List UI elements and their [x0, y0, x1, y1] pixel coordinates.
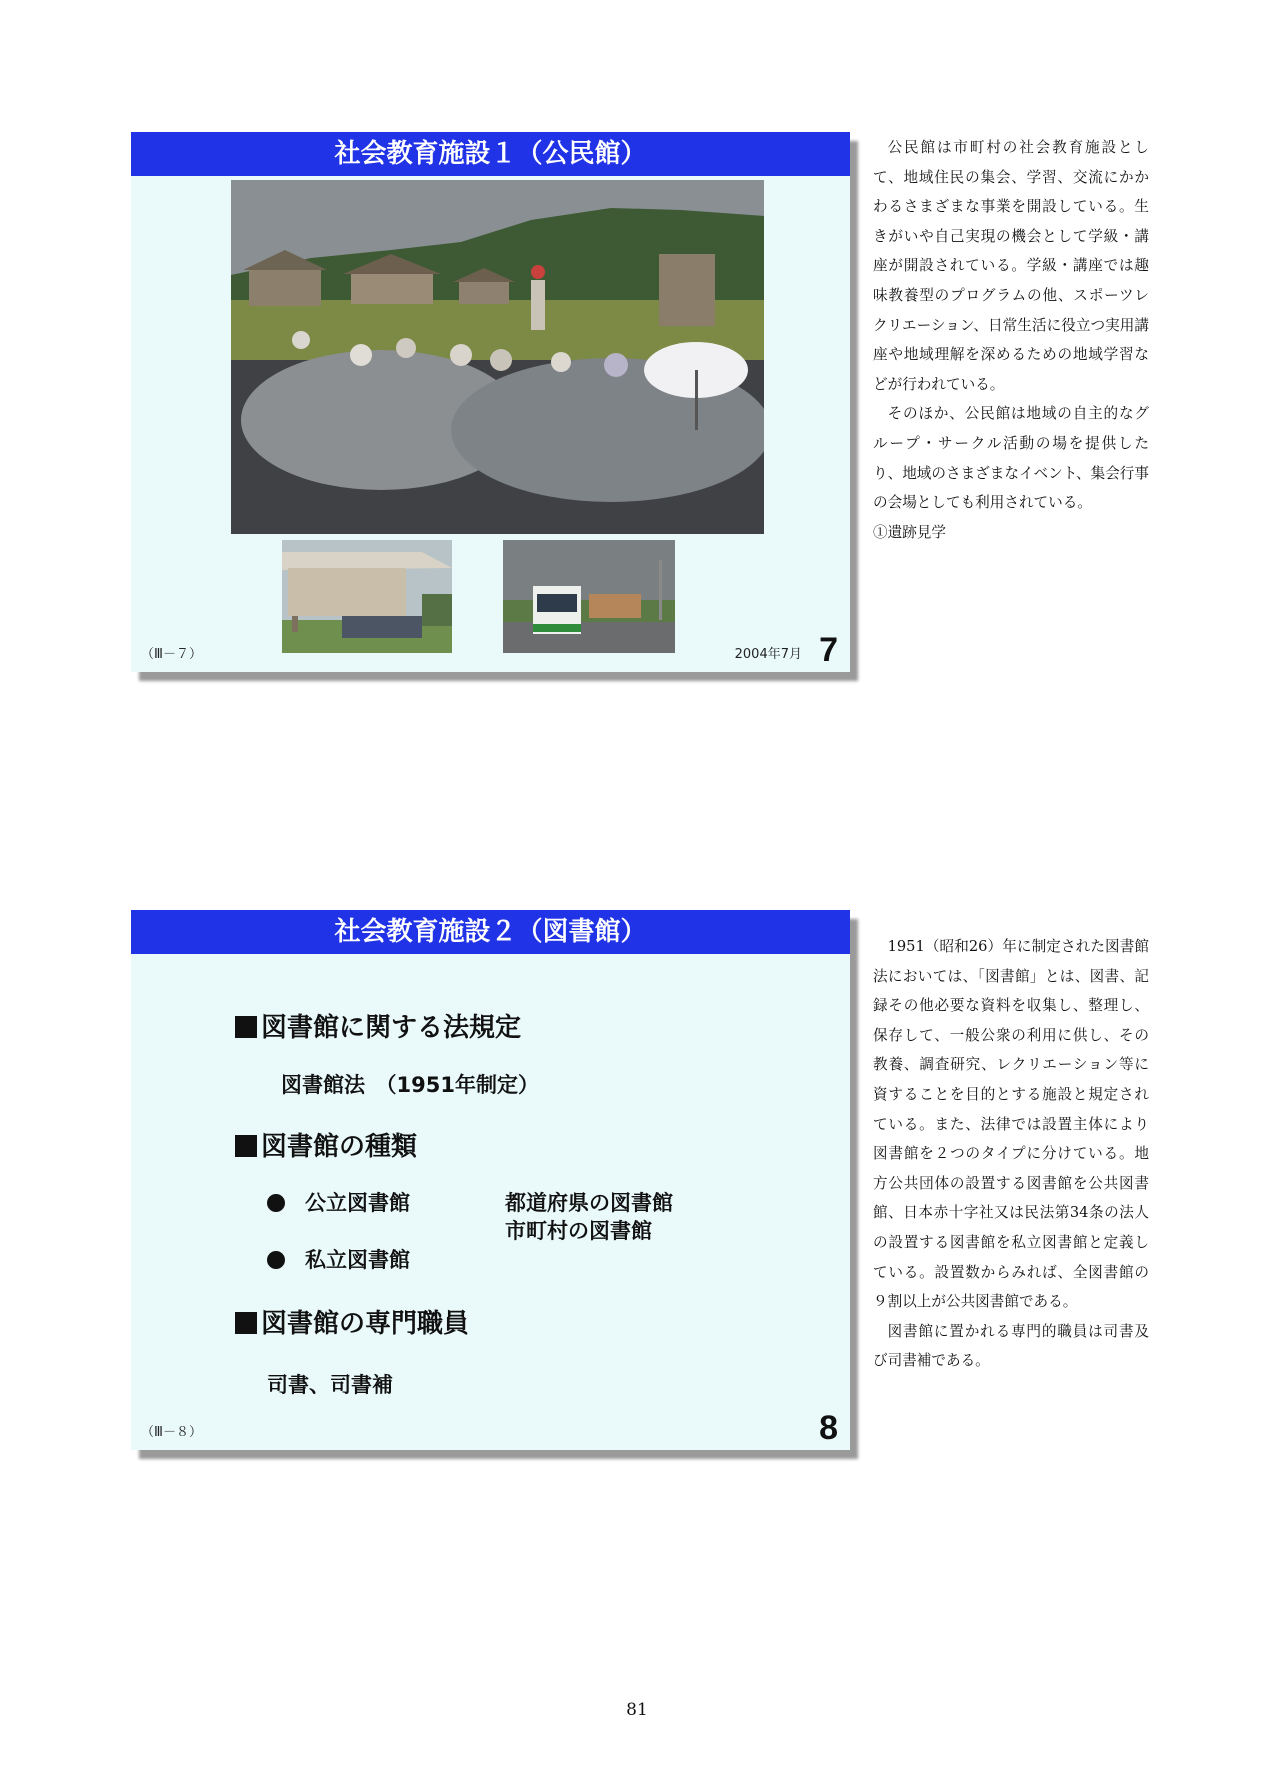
page-number: 81 — [626, 1700, 648, 1720]
type-label: 公立図書館 — [305, 1191, 410, 1215]
slide1-description — [873, 133, 1149, 547]
photo-caption: ①遺跡見学 — [873, 523, 946, 541]
description-paragraph: そのほか、公民館は地域の自主的なグループ・サークル活動の場を提供したり、地域のさまざまなイベント、集会行事の会場としても利用されている。 — [873, 405, 1149, 512]
slide-date: 2004年7月 — [734, 647, 802, 662]
type-private — [267, 1244, 410, 1274]
photo-site-tour-group — [231, 180, 764, 534]
heading-text: 図書館の種類 — [261, 1132, 418, 1162]
slide-library — [131, 910, 850, 1450]
type-label: 私立図書館 — [305, 1248, 410, 1272]
type-public — [267, 1187, 410, 1217]
heading-text: 図書館に関する法規定 — [261, 1013, 522, 1043]
photo-raised-storehouse — [282, 540, 452, 653]
heading-library-types — [235, 1126, 417, 1163]
heading-library-law — [235, 1007, 521, 1044]
description-paragraph: 公民館は市町村の社会教育施設として、地域住民の集会、学習、交流にかかわるさまざまな事業を開設している。生きがいや自己実現の機会として学級・講座が開設されている。学級・講座では趣味教養型のプログラムの他、スポーツレクリエーション、日常生活に役立つ実用講座や地域理解を深めるための地域学習などが行われている。 — [873, 139, 1149, 393]
staff-item: 司書、司書補 — [267, 1373, 393, 1397]
public-detail-municipal: 市町村の図書館 — [505, 1219, 652, 1243]
slide2-description — [873, 932, 1149, 1376]
photo-tour-bus — [503, 540, 675, 653]
square-bullet-icon — [235, 1312, 257, 1334]
slide-number: 7 — [819, 631, 838, 669]
slide-code: （Ⅲ－７） — [141, 647, 202, 662]
public-detail-prefectural: 都道府県の図書館 — [505, 1191, 673, 1215]
description-paragraph: 1951（昭和26）年に制定された図書館法においては、「図書館」とは、図書、記録その他必要な資料を収集し、整理し、保存して、一般公衆の利用に供し、その教養、調査研究、レクリエーション等に資することを目的とする施設と規定されている。また、法律では設置主体により図書館を２つのタイプに分けている。地方公共団体の設置する図書館を公共図書館、日本赤十字社又は民法第34条の法人の設置する図書館を私立図書館と定義している。設置数からみれば、全図書館の９割以上が公共図書館である。 — [873, 938, 1149, 1311]
slide-number: 8 — [819, 1409, 838, 1447]
bullet-icon — [267, 1194, 285, 1212]
description-paragraph: 図書館に置かれる専門的職員は司書及び司書補である。 — [873, 1322, 1149, 1370]
bullet-icon — [267, 1251, 285, 1269]
heading-text: 図書館の専門職員 — [261, 1309, 470, 1339]
heading-library-staff — [235, 1303, 469, 1340]
slide-title: 社会教育施設２（図書館） — [131, 910, 850, 954]
slide-code: （Ⅲ－８） — [141, 1425, 202, 1440]
slide-kominkan — [131, 132, 850, 672]
library-law-item: 図書館法 （1951年制定） — [281, 1073, 539, 1097]
square-bullet-icon — [235, 1135, 257, 1157]
square-bullet-icon — [235, 1016, 257, 1038]
slide-title: 社会教育施設１（公民館） — [131, 132, 850, 176]
